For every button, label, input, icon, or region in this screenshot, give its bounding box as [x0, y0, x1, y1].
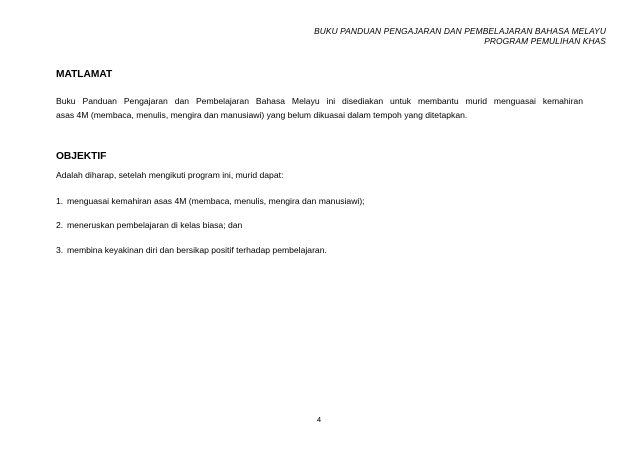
page-number: 4: [316, 415, 322, 424]
objektif-item-2: [56, 220, 242, 231]
running-header: [314, 26, 606, 46]
matlamat-paragraph: [56, 94, 583, 122]
matlamat-heading: MATLAMAT: [56, 69, 113, 80]
objektif-heading: OBJEKTIF: [56, 151, 107, 162]
objektif-intro: Adalah diharap, setelah mengikuti program ini, murid dapat:: [56, 170, 284, 180]
matlamat-paragraph-line-2: asas 4M (membaca, menulis, mengira dan manusiawi) yang belum dikuasai dalam tempoh yang ditetapkan.: [56, 110, 468, 120]
objektif-item-1-number: 1.: [56, 196, 64, 206]
objektif-item-2-text: meneruskan pembelajaran di kelas biasa; dan: [67, 220, 243, 230]
objektif-item-2-number: 2.: [56, 220, 64, 230]
objektif-item-1: [56, 196, 365, 207]
objektif-item-3-text: membina keyakinan diri dan bersikap positif terhadap pembelajaran.: [67, 245, 327, 255]
running-header-title: BUKU PANDUAN PENGAJARAN DAN PEMBELAJARAN BAHASA MELAYU: [314, 26, 606, 36]
matlamat-paragraph-line-1: Buku Panduan Pengajaran dan Pembelajaran Bahasa Melayu ini disediakan untuk membantu murid menguasai kemahiran: [56, 96, 583, 106]
objektif-item-3-number: 3.: [56, 245, 64, 255]
objektif-item-1-text: menguasai kemahiran asas 4M (membaca, menulis, mengira dan manusiawi);: [67, 196, 365, 206]
running-header-subtitle: PROGRAM PEMULIHAN KHAS: [484, 36, 606, 46]
objektif-item-3: [56, 245, 327, 256]
